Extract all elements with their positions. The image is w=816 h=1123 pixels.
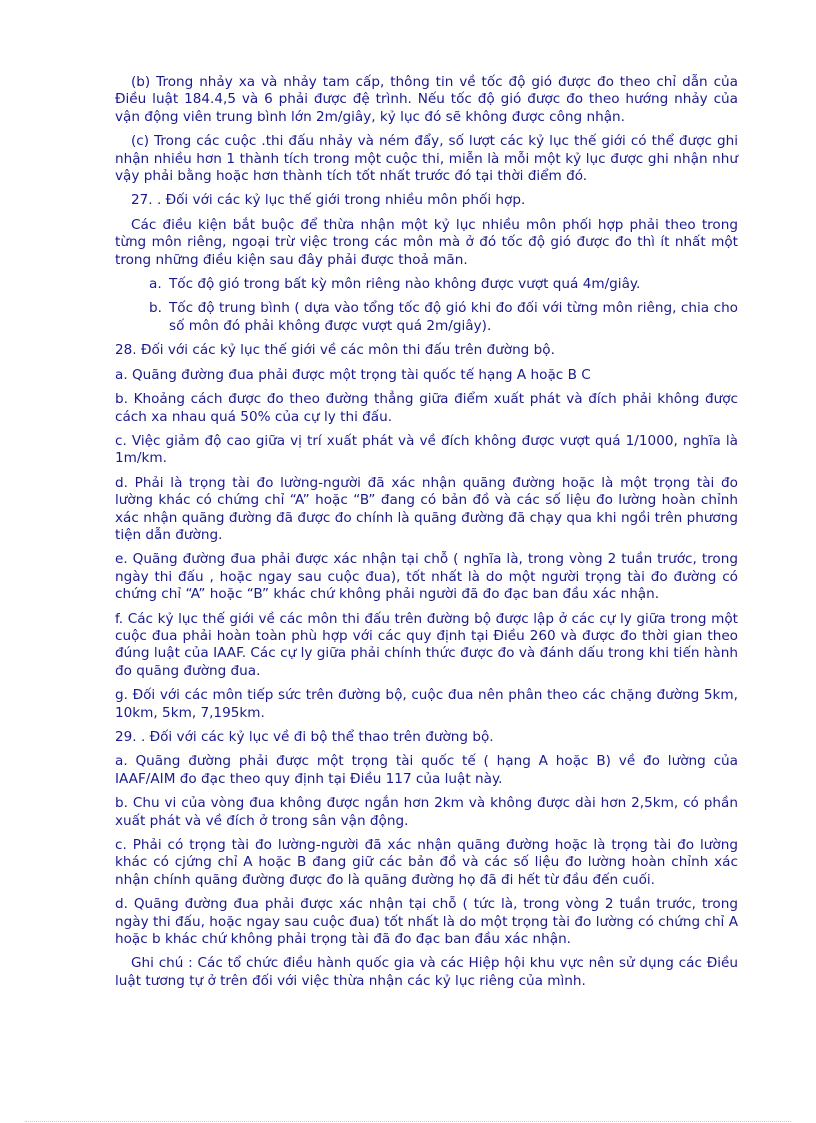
section-29-b: b. Chu vi của vòng đua không được ngắn hơn 2km và không được dài hơn 2,5km, có phần xuất phát và về đích ở trong sân vận động. [115, 795, 738, 829]
page-bottom-divider [25, 1121, 791, 1122]
section-29-a: a. Quãng đường phải được một trọng tài quốc tế ( hạng A hoặc B) về đo lường của IAAF/AIM đo đạc theo quy định tại Điều 117 của luật này. [115, 753, 738, 787]
section-28-f: f. Các kỷ lục thế giới về các môn thi đấu trên đường bộ được lập ở các cự ly giữa trong một cuộc đua phải hoàn toàn phù hợp với các quy định tại Điều 260 và được đo thời gian theo đúng luật của IAAF. Các cự ly giữa phải chính thức được đo và đánh dấu trong khi tiến hành đo quãng đường đua. [115, 610, 738, 679]
note-paragraph: Ghi chú : Các tổ chức điều hành quốc gia và các Hiệp hội khu vực nên sử dụng các Điều luật tương tự ở trên đối với việc thừa nhận các kỷ lục riêng của mình. [115, 955, 738, 989]
section-28-g: g. Đối với các môn tiếp sức trên đường bộ, cuộc đua nên phân theo các chặng đường 5km, 10km, 5km, 7,195km. [115, 687, 738, 721]
list-marker-b: b. [149, 300, 162, 317]
section-29-c: c. Phải có trọng tài đo lường-người đã xác nhận quãng đường hoặc là trọng tài đo lường khác có cjứng chỉ A hoặc B đang giữ các bản đồ và các số liệu đo lường hoàn chỉnh xác nhận chính quãng đường được đo là quãng đường họ đã đi hết từ đầu đến cuối. [115, 837, 738, 888]
section-28-e: e. Quãng đường đua phải được xác nhận tại chỗ ( nghĩa là, trong vòng 2 tuần trước, trong ngày thi đấu , hoặc ngay sau cuộc đua), tốt nhất là do một người trọng tài đo đường có chứng chỉ “A” hoặc “B” khác chứ không phải người đã đo đạc ban đầu xác nhận. [115, 551, 738, 603]
section-29-heading: 29. . Đối với các kỷ lục về đi bộ thể thao trên đường bộ. [115, 729, 494, 745]
section-29-d: d. Quãng đường đua phải được xác nhận tại chỗ ( tức là, trong vòng 2 tuần trước, trong ngày thi đấu, hoặc ngay sau cuộc đua) tốt nhất là do một trọng tài đo lường có chứng chỉ A hoặc b khác chứ không phải trọng tài đã đo đạc ban đầu xác nhận. [115, 896, 738, 948]
section-28-b: b. Khoảng cách được đo theo đường thẳng giữa điểm xuất phát và đích phải không được cách xa nhau quá 50% của cự ly thi đấu. [115, 391, 738, 425]
paragraph-b: (b) Trong nhảy xa và nhảy tam cấp, thông tin về tốc độ gió được đo theo chỉ dẫn của Điều luật 184.4,5 và 6 phải được đệ trình. Nếu tốc độ gió được đo theo hướng nhảy của vận động viên trung bình lớn 2m/giây, kỷ lục đó sẽ không được công nhận. [115, 74, 738, 125]
section-27-heading: 27. . Đối với các kỷ lục thế giới trong nhiều môn phối hợp. [131, 192, 526, 209]
section-28-a: a. Quãng đường đua phải được một trọng tài quốc tế hạng A hoặc B C [115, 366, 591, 383]
section-28-d: d. Phải là trọng tài đo lường-người đã xác nhận quãng đường hoặc là một trọng tài đo lường khác có chứng chỉ “A” hoặc “B” đang có bản đồ và các số liệu đo lường hoàn chỉnh xác nhận quãng đường đã được đo chính là quãng đường đã chạy qua khi ngồi trên phương tiện dẫn đường. [115, 474, 738, 543]
document-page [115, 74, 738, 997]
list-item-b [115, 300, 738, 335]
paragraph-c: (c) Trong các cuộc .thi đấu nhảy và ném đẩy, số lượt các kỷ lục thế giới có thể được ghi nhận nhiều hơn 1 thành tích trong một cuộc thi, miễn là mỗi một kỷ lục được ghi nhận như vậy phải bằng hoặc hơn thành tích tốt nhất trước đó tại thời điểm đó. [115, 133, 738, 185]
section-28-heading: 28. Đối với các kỷ lục thế giới về các môn thi đấu trên đường bộ. [115, 342, 555, 359]
section-27-body: Các điều kiện bắt buộc để thừa nhận một kỷ lục nhiều môn phối hợp phải theo trong từng môn riêng, ngoại trừ việc trong các môn mà ở đó tốc độ gió được đo thì ít nhất một trong những điều kiện sau đây phải được thoả mãn. [115, 216, 738, 268]
list-item-a [115, 276, 738, 293]
section-28-c: c. Việc giảm độ cao giữa vị trí xuất phát và về đích không được vượt quá 1/1000, nghĩa là 1m/km. [115, 432, 738, 467]
list-marker-a: a. [149, 276, 162, 293]
list-text-b: Tốc độ trung bình ( dựa vào tổng tốc độ gió khi đo đối với từng môn riêng, chia cho số môn đó phải không được vượt quá 2m/giây). [169, 300, 738, 334]
list-text-a: Tốc độ gió trong bất kỳ môn riêng nào không được vượt quá 4m/giây. [169, 276, 641, 293]
